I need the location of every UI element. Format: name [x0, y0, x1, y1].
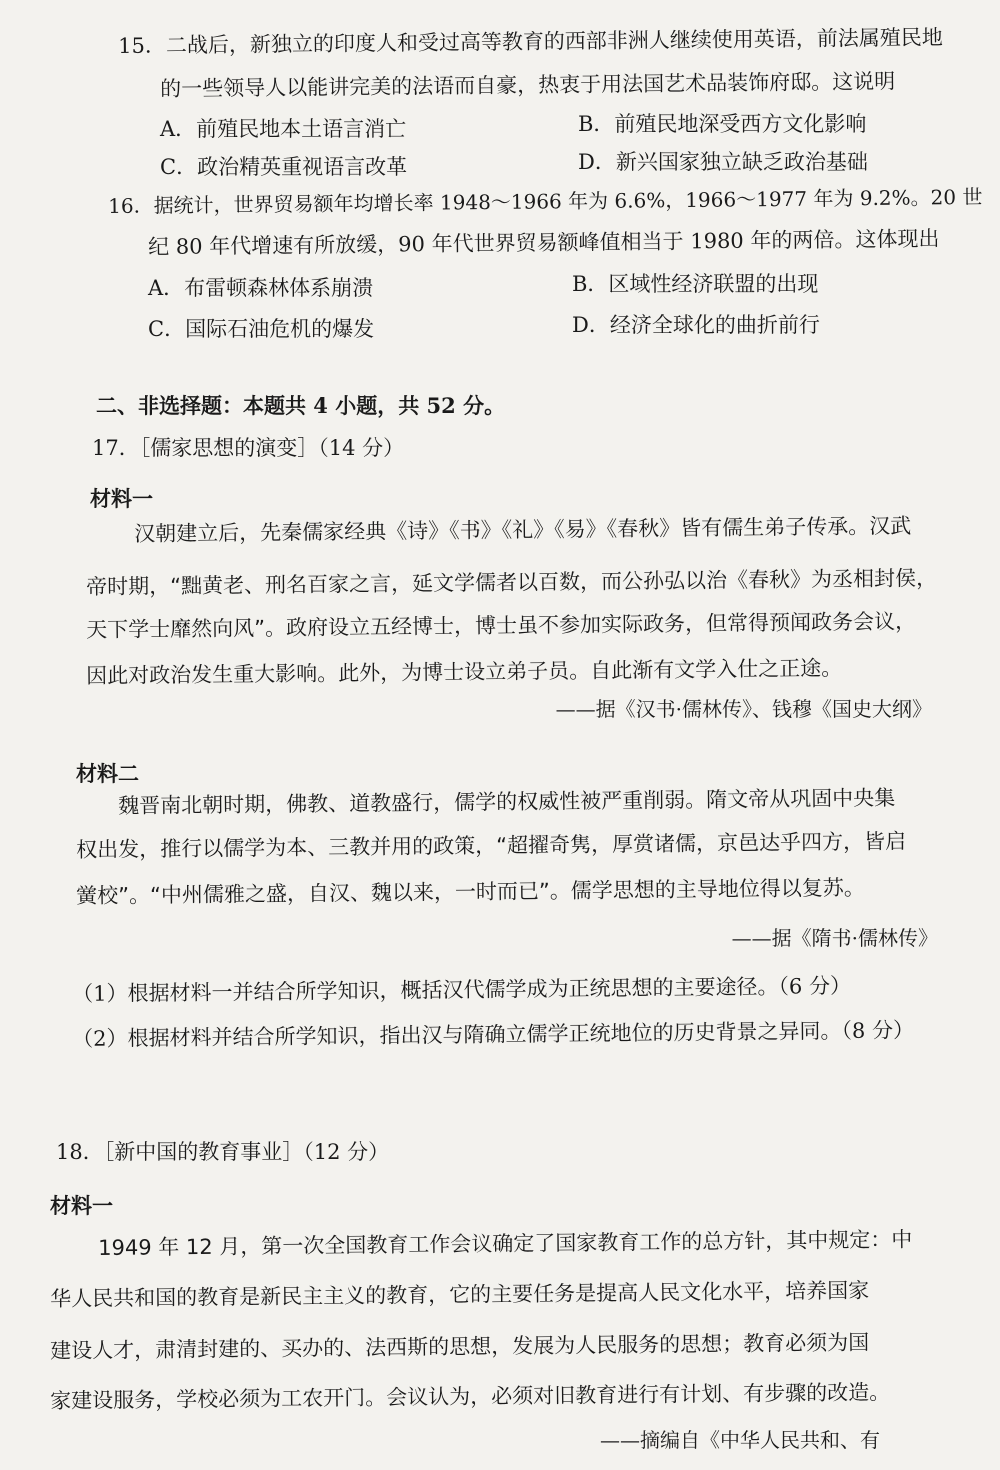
q18-material1-heading: 材料一 — [50, 1193, 113, 1218]
q17-material1-line4: 因此对政治发生重大影响。此外，为博士设立弟子员。自此渐有文学入仕之正途。 — [86, 656, 843, 688]
q17-material1-line2: 帝时期，“黜黄老、刑名百家之言，延文学儒者以百数，而公孙弘以治《春秋》为丞相封侯， — [86, 566, 938, 599]
q17-material2-heading: 材料二 — [76, 761, 139, 786]
q18-material1-line3: 建设人才，肃清封建的、买办的、法西斯的思想，发展为人民服务的思想；教育必须为国 — [50, 1330, 870, 1363]
q17-material1-line1: 汉朝建立后，先秦儒家经典《诗》《书》《礼》《易》《春秋》皆有儒生弟子传承。汉武 — [134, 513, 912, 546]
q17-material2-line1: 魏晋南北朝时期，佛教、道教盛行，儒学的权威性被严重削弱。隋文帝从巩固中央集 — [118, 785, 896, 818]
q15-option-c[interactable]: C．政治精英重视语言改革 — [160, 155, 408, 179]
q17-material2-line3: 黉校”。“中州儒雅之盛，自汉、魏以来，一时而已”。儒学思想的主导地位得以复苏。 — [76, 875, 865, 908]
section-heading-non-choice: 二、非选择题：本题共 4 小题，共 52 分。 — [96, 393, 506, 418]
q16-option-c[interactable]: C．国际石油危机的爆发 — [148, 317, 375, 341]
q16-stem-line1: 16．据统计，世界贸易额年均增长率 1948～1966 年为 6.6%，1966～1977 年为 9.2%。20 世 — [108, 184, 983, 218]
q18-material1-source: ——摘编自《中华人民共和、有 — [600, 1428, 880, 1452]
q18-material1-line1: 1949 年 12 月，第一次全国教育工作会议确定了国家教育工作的总方针，其中规定：中 — [98, 1227, 913, 1260]
q17-subquestion-2: （2）根据材料并结合所学知识，指出汉与隋确立儒学正统地位的历史背景之异同。（8 分） — [72, 1018, 915, 1051]
q16-option-a[interactable]: A．布雷顿森林体系崩溃 — [148, 276, 374, 300]
q18-title: 18．［新中国的教育事业］（12 分） — [56, 1140, 390, 1164]
q17-material1-source: ——据《汉书·儒林传》、钱穆《国史大纲》 — [555, 697, 932, 721]
q16-stem-line2: 纪 80 年代增速有所放缓，90 年代世界贸易额峰值相当于 1980 年的两倍。这体现出 — [148, 226, 940, 259]
q17-subquestion-1: （1）根据材料一并结合所学知识，概括汉代儒学成为正统思想的主要途径。（6 分） — [72, 973, 852, 1006]
q15-option-b[interactable]: B．前殖民地深受西方文化影响 — [578, 112, 867, 136]
q15-stem-line2: 的一些领导人以能讲完美的法语而自豪，热衷于用法国艺术品装饰府邸。这说明 — [160, 69, 896, 101]
q17-material2-line2: 权出发，推行以儒学为本、三教并用的政策，“超擢奇隽，厚赏诸儒，京邑达乎四方，皆启 — [76, 829, 907, 862]
q18-material1-line2: 华人民共和国的教育是新民主主义的教育，它的主要任务是提高人民文化水平，培养国家 — [50, 1278, 870, 1311]
q16-option-b[interactable]: B．区域性经济联盟的出现 — [572, 272, 819, 296]
q15-stem-line1: 15．二战后，新独立的印度人和受过高等教育的西部非洲人继续使用英语，前法属殖民地 — [118, 25, 943, 58]
q15-option-d[interactable]: D．新兴国家独立缺乏政治基础 — [578, 150, 868, 174]
q17-material1-line3: 天下学士靡然向风”。政府设立五经博士，博士虽不参加实际政务，但常得预闻政务会议， — [86, 609, 917, 642]
q17-material1-heading: 材料一 — [90, 486, 153, 511]
q16-option-d[interactable]: D．经济全球化的曲折前行 — [572, 313, 820, 337]
q15-option-a[interactable]: A．前殖民地本土语言消亡 — [160, 117, 407, 141]
q17-material2-source: ——据《隋书·儒林传》 — [731, 926, 938, 950]
q18-material1-line4: 家建设服务，学校必须为工农开门。会议认为，必须对旧教育进行有计划、有步骤的改造。 — [50, 1380, 891, 1413]
q17-title: 17．［儒家思想的演变］（14 分） — [92, 436, 405, 460]
